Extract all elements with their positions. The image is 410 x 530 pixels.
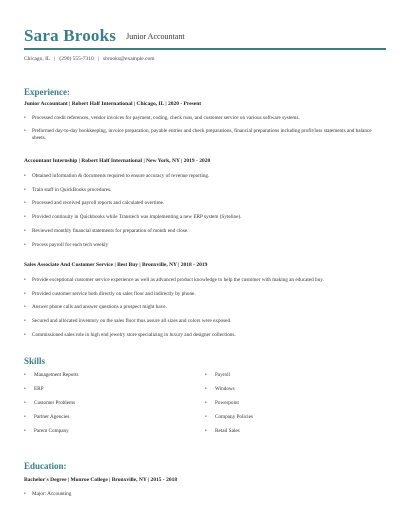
job-entry bbox=[24, 158, 386, 249]
job-entry bbox=[24, 262, 386, 339]
candidate-name: Sara Brooks bbox=[24, 26, 117, 45]
job-bullet: • Processed credit references, vendor invoices for payment, coding, check runs, and customer service on various software systems. bbox=[24, 115, 386, 122]
job-bullet: • Train staff in QuickBooks procedures. bbox=[24, 187, 386, 194]
skill-item: • ERP bbox=[24, 386, 205, 393]
job-bullet: • Commissioned sales role in high end jewelry store specializing in luxury and designer collections. bbox=[24, 332, 386, 339]
skill-item: • Company Policies bbox=[205, 414, 386, 421]
skills-list bbox=[24, 372, 386, 441]
skill-item: • Powerpoint bbox=[205, 400, 386, 407]
job-bullet: • Provided continuity in Quickbooks while Transtech was implementing a new ERP system (Syteline). bbox=[24, 214, 386, 221]
skill-item: • Partner Agencies bbox=[24, 414, 205, 421]
resume-header bbox=[24, 26, 386, 46]
education-detail-item: • Major: Accounting bbox=[24, 491, 71, 498]
job-bullet: • Obtained information & documents required to ensure accuracy of revenue reporting. bbox=[24, 173, 386, 180]
skills-column-right bbox=[205, 372, 386, 441]
job-bullet: • Secured and allocated inventory on the sales floor thus assure all sizes and colors were exposed. bbox=[24, 318, 386, 325]
education-degree: Bachelor's Degree | Monroe College | Bronxville, NY | 2015 - 2018 bbox=[24, 477, 178, 483]
job-bullet: • Provided customer service both directly on sales floor and indirectly by phone. bbox=[24, 291, 386, 298]
experience-heading: Experience: bbox=[24, 87, 70, 97]
job-bullet: • Preformed day-to-day bookkeeping, invoice preparation, payable entries and check preparations, financial preparations including profit/loss statements and balance sheets. bbox=[24, 128, 386, 142]
skill-item: • Customer Problems bbox=[24, 400, 205, 407]
job-entry bbox=[24, 101, 386, 143]
job-header: Junior Accountant | Robert Half International | Chicago, IL | 2020 - Present bbox=[24, 101, 202, 107]
header-divider bbox=[24, 48, 386, 50]
skill-item: • Management Reports bbox=[24, 372, 205, 379]
job-bullet: • Reviewed monthly financial statements for preparation of month end close. bbox=[24, 228, 386, 235]
education-details bbox=[24, 491, 71, 498]
skill-item: • Payroll bbox=[205, 372, 386, 379]
contact-phone: (290) 555-7310 bbox=[59, 56, 94, 62]
contact-location: Chicago, IL bbox=[24, 56, 51, 62]
contact-line: Chicago, IL | (290) 555-7310 | sbrooks@example.com bbox=[24, 56, 155, 62]
job-header: Sales Associate And Customer Service | Best Buy | Bronxville, NY | 2018 - 2019 bbox=[24, 262, 208, 268]
skill-item: • Parent Company bbox=[24, 428, 205, 435]
job-bullet: • Processed and received payroll reports and calculated overtime. bbox=[24, 200, 386, 207]
job-bullet: • Process payroll for each tech weekly bbox=[24, 242, 386, 249]
job-header: Accountant Internship | Robert Half International | New York, NY | 2019 - 2020 bbox=[24, 158, 211, 164]
contact-email[interactable]: sbrooks@example.com bbox=[102, 56, 155, 62]
skills-heading: Skills bbox=[24, 356, 46, 366]
skills-column-left bbox=[24, 372, 205, 441]
education-heading: Education: bbox=[24, 461, 67, 471]
skill-item: • Windows bbox=[205, 386, 386, 393]
skill-item: • Retail Sales bbox=[205, 428, 386, 435]
candidate-title: Junior Accountant bbox=[126, 32, 185, 41]
job-bullet: • Answer phone calls and answer questions a prospect might have. bbox=[24, 304, 386, 311]
job-bullet: • Provide exceptional customer service experience as well as advanced product knowledge to help the customer with making an educated buy. bbox=[24, 277, 386, 284]
